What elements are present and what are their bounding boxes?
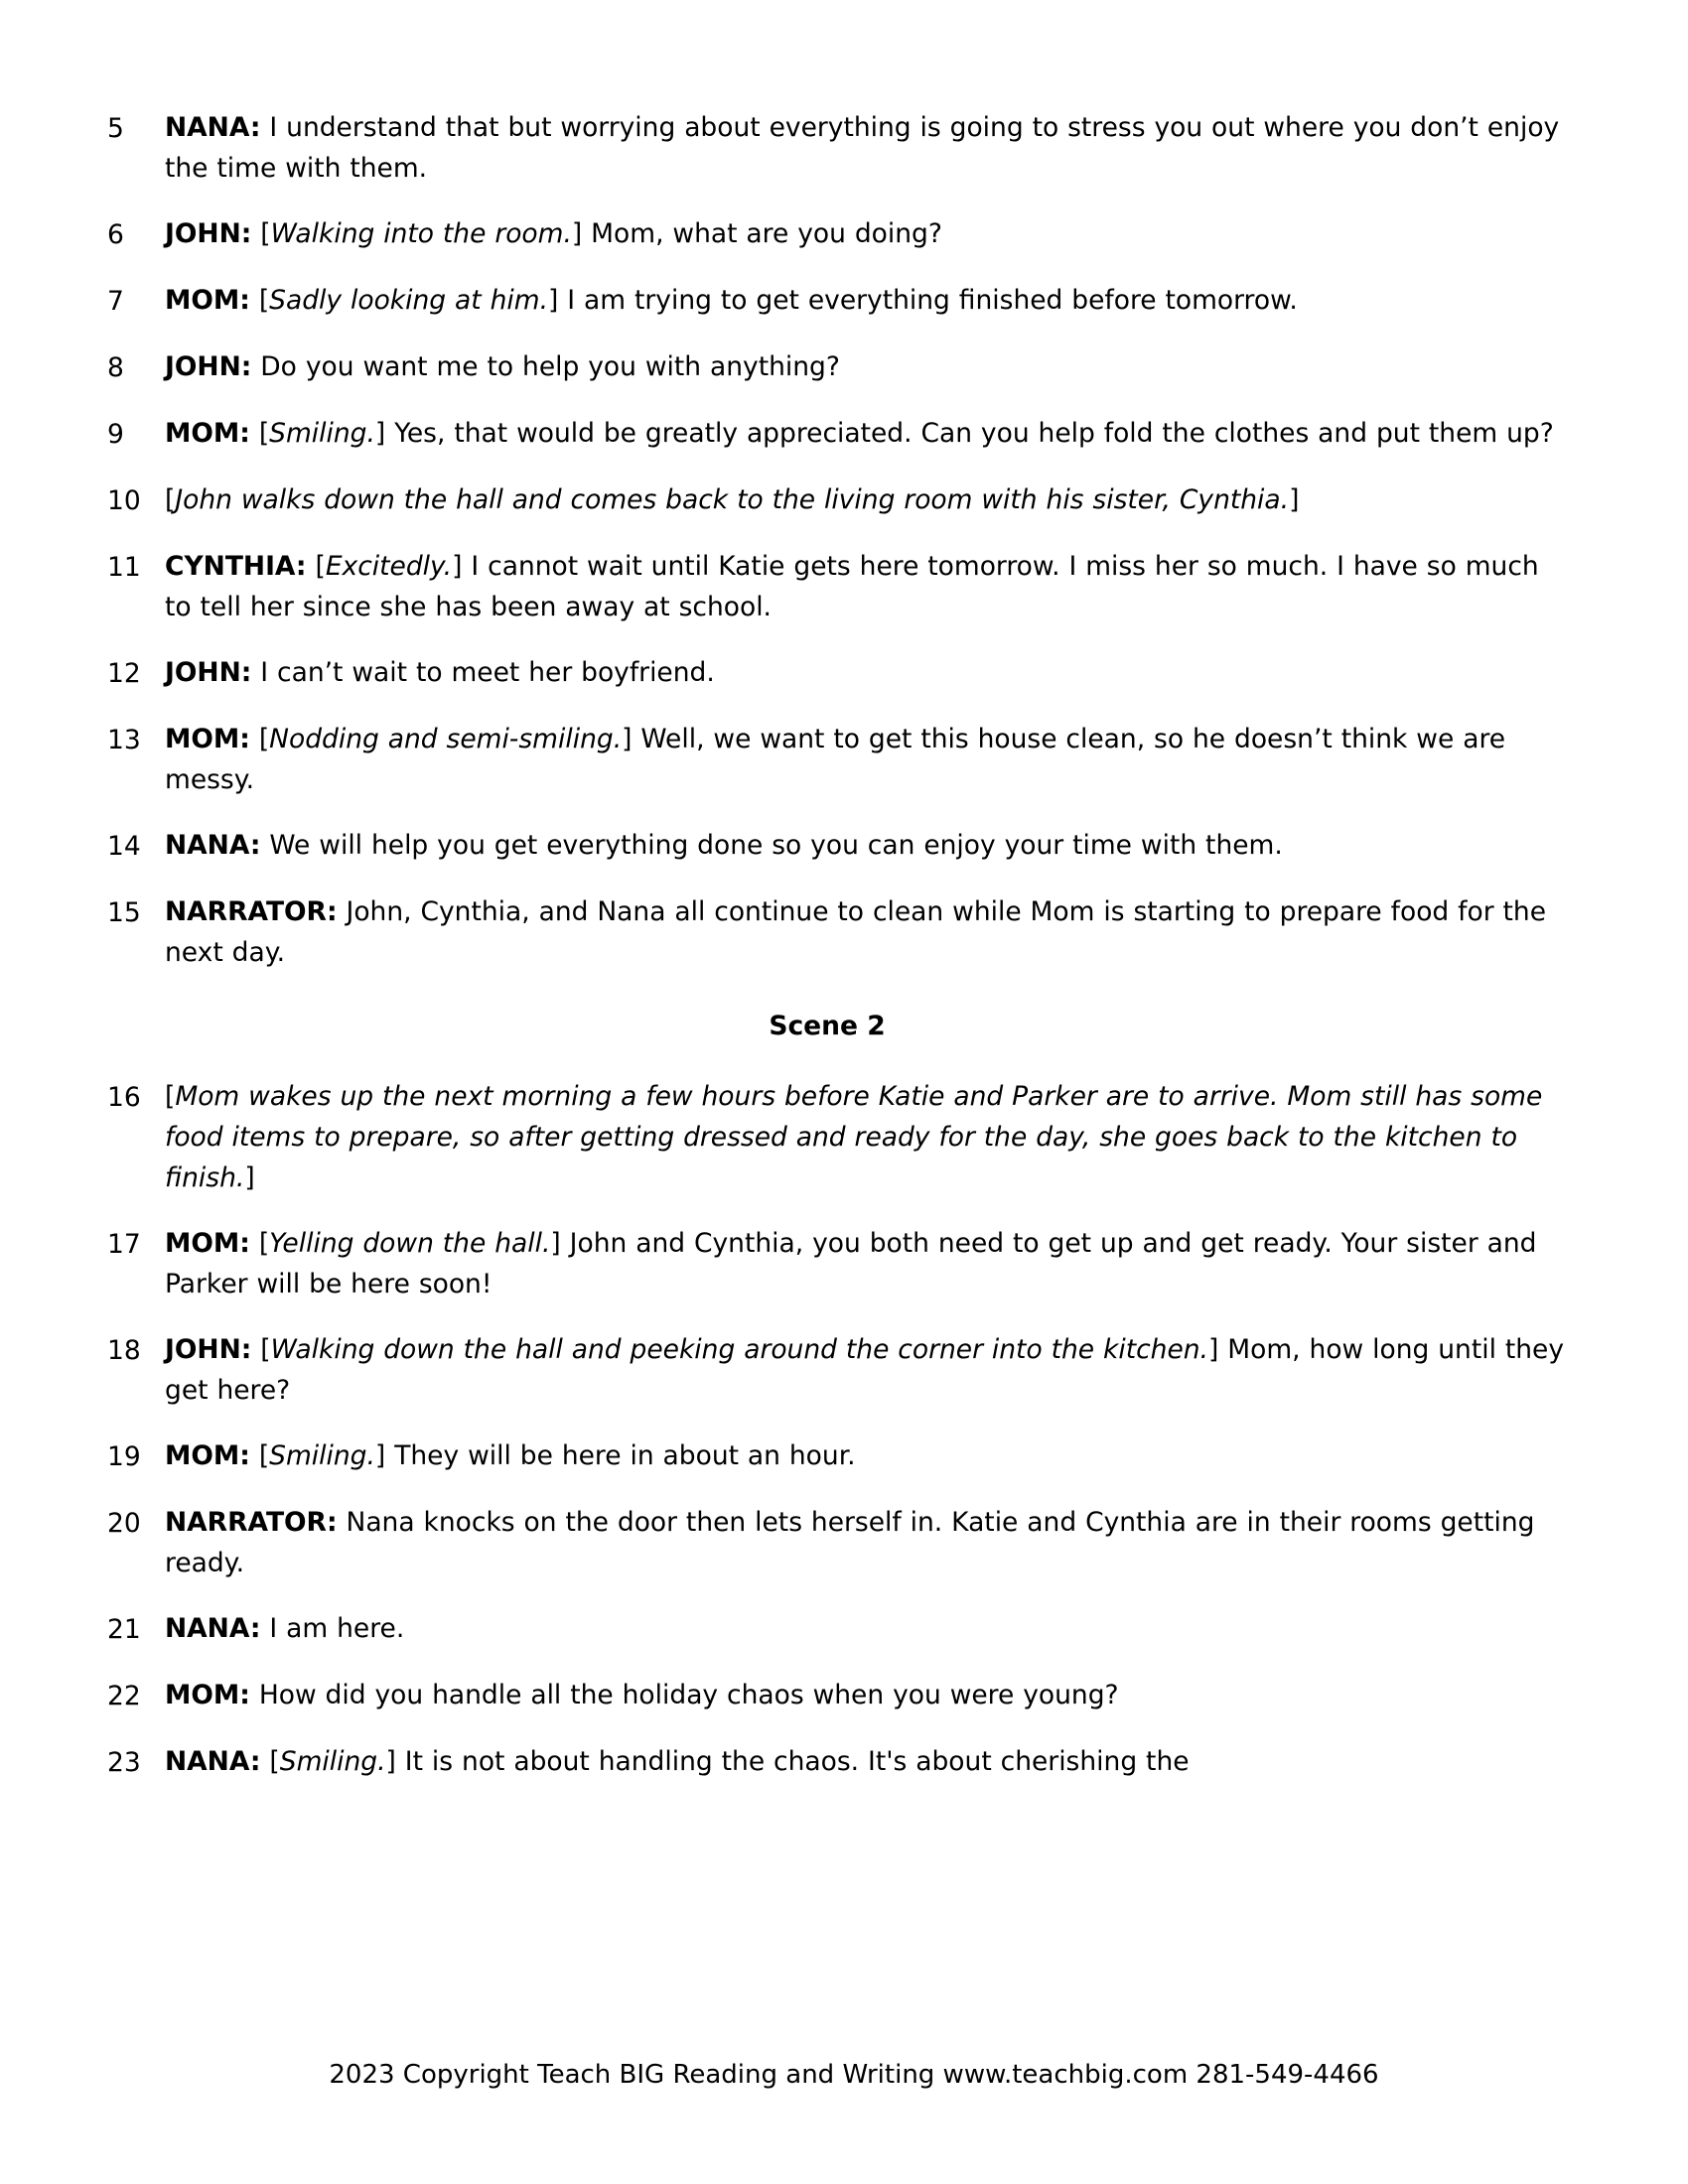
speaker-name: JOHN: (165, 351, 252, 382)
scene-heading: Scene 2 (769, 1011, 886, 1041)
line-text (165, 1076, 1567, 1198)
line-number: 11 (107, 552, 141, 583)
stage-direction-open-bracket: [ (258, 418, 270, 449)
speaker-name: MOM: (165, 724, 250, 754)
stage-direction: Sadly looking at him. (269, 285, 548, 316)
script-line (107, 1076, 1567, 1198)
line-number: 20 (107, 1508, 141, 1539)
stage-direction: Walking into the room. (270, 218, 572, 249)
stage-direction-close-bracket: ] (452, 551, 463, 582)
stage-direction-open-bracket: [ (260, 1334, 271, 1365)
stage-direction-close-bracket: ] (244, 1162, 255, 1193)
script-lines-scene-one (107, 107, 1567, 973)
speaker-name: NANA: (165, 112, 261, 143)
dialogue-text: John, Cynthia, and Nana all continue to clean while Mom is starting to prepare food for the next day. (165, 896, 1547, 968)
dialogue-text: They will be here in about an hour. (394, 1440, 856, 1471)
stage-direction: Excitedly. (325, 551, 453, 582)
dialogue-text: I cannot wait until Katie gets here tomorrow. I miss her so much. I have so much to tell her since she has been away at school. (165, 551, 1539, 622)
script-line (107, 280, 1567, 322)
line-text (165, 280, 1567, 321)
line-text (165, 1608, 1567, 1649)
script-line (107, 1435, 1567, 1477)
stage-direction: Yelling down the hall. (269, 1228, 551, 1259)
script-line (107, 546, 1567, 627)
dialogue-text: I can’t wait to meet her boyfriend. (260, 657, 715, 688)
line-text (165, 1329, 1567, 1411)
speaker-name: JOHN: (165, 1334, 252, 1365)
speaker-name: CYNTHIA: (165, 551, 307, 582)
stage-direction: Walking down the hall and peeking around the corner into the kitchen. (270, 1334, 1208, 1365)
speaker-name: MOM: (165, 285, 250, 316)
speaker-name: NARRATOR: (165, 896, 338, 927)
stage-direction-close-bracket: ] (622, 724, 633, 754)
speaker-name: JOHN: (165, 657, 252, 688)
stage-direction-close-bracket: ] (1289, 484, 1300, 515)
line-number: 12 (107, 658, 141, 689)
line-number: 15 (107, 897, 141, 928)
dialogue-text: Do you want me to help you with anything? (260, 351, 840, 382)
line-text (165, 1223, 1567, 1304)
dialogue-text: Mom, how long until they get here? (165, 1334, 1565, 1406)
line-text (165, 479, 1567, 520)
stage-direction: Mom wakes up the next morning a few hours before Katie and Parker are to arrive. Mom still has some food items to prepare, so after getting dressed and ready for the day, she goes back to the kitchen to finish. (165, 1081, 1543, 1193)
line-number: 22 (107, 1681, 141, 1711)
stage-direction-close-bracket: ] (385, 1746, 396, 1777)
script-line (107, 891, 1567, 973)
dialogue-text: It is not about handling the chaos. It's about cherishing the (404, 1746, 1190, 1777)
dialogue-text: Nana knocks on the door then lets herself in. Katie and Cynthia are in their rooms getting ready. (165, 1507, 1535, 1578)
dialogue-text: John and Cynthia, you both need to get up and get ready. Your sister and Parker will be here soon! (165, 1228, 1537, 1299)
script-body (107, 107, 1567, 1808)
dialogue-text: I understand that but worrying about everything is going to stress you out where you don’t enjoy the time with them. (165, 112, 1560, 184)
dialogue-text: Mom, what are you doing? (591, 218, 942, 249)
stage-direction: Nodding and semi-smiling. (269, 724, 623, 754)
line-text (165, 1435, 1567, 1476)
line-text (165, 719, 1567, 800)
dialogue-text: I am trying to get everything finished before tomorrow. (567, 285, 1298, 316)
line-number: 9 (107, 419, 124, 450)
line-text (165, 1675, 1567, 1715)
line-number: 8 (107, 352, 124, 383)
line-number: 19 (107, 1441, 141, 1472)
speaker-name: MOM: (165, 1440, 250, 1471)
script-line (107, 346, 1567, 388)
script-line (107, 107, 1567, 189)
stage-direction-close-bracket: ] (548, 285, 559, 316)
script-line (107, 825, 1567, 867)
dialogue-text: Yes, that would be greatly appreciated. Can you help fold the clothes and put them up? (394, 418, 1554, 449)
stage-direction: John walks down the hall and comes back to the living room with his sister, Cynthia. (175, 484, 1290, 515)
line-number: 14 (107, 831, 141, 862)
line-number: 6 (107, 219, 124, 250)
stage-direction: Smiling. (269, 418, 375, 449)
script-line (107, 479, 1567, 521)
stage-direction-close-bracket: ] (1208, 1334, 1219, 1365)
stage-direction-close-bracket: ] (550, 1228, 561, 1259)
script-line (107, 1608, 1567, 1650)
speaker-name: NANA: (165, 830, 261, 861)
script-line (107, 213, 1567, 255)
script-line (107, 652, 1567, 694)
line-number: 7 (107, 286, 124, 317)
stage-direction-close-bracket: ] (571, 218, 583, 249)
line-number: 5 (107, 113, 124, 144)
dialogue-text: Well, we want to get this house clean, so he doesn’t think we are messy. (165, 724, 1506, 795)
line-number: 16 (107, 1082, 141, 1113)
stage-direction-open-bracket: [ (258, 1440, 270, 1471)
stage-direction-open-bracket: [ (165, 484, 176, 515)
stage-direction: Smiling. (279, 1746, 386, 1777)
line-text (165, 1502, 1567, 1583)
line-text (165, 107, 1567, 189)
speaker-name: NARRATOR: (165, 1507, 338, 1538)
line-number: 23 (107, 1747, 141, 1778)
line-number: 18 (107, 1335, 141, 1366)
stage-direction-open-bracket: [ (165, 1081, 176, 1112)
script-line (107, 1223, 1567, 1304)
stage-direction-open-bracket: [ (269, 1746, 280, 1777)
line-text (165, 652, 1567, 693)
stage-direction-close-bracket: ] (374, 1440, 386, 1471)
stage-direction-open-bracket: [ (260, 218, 271, 249)
line-number: 17 (107, 1229, 141, 1260)
script-lines-scene-two (107, 1076, 1567, 1783)
line-number: 21 (107, 1614, 141, 1645)
page-footer: 2023 Copyright Teach BIG Reading and Writing www.teachbig.com 281-549-4466 (329, 2060, 1379, 2090)
speaker-name: MOM: (165, 418, 250, 449)
stage-direction-open-bracket: [ (315, 551, 326, 582)
dialogue-text: How did you handle all the holiday chaos when you were young? (258, 1680, 1119, 1710)
line-text (165, 1741, 1567, 1782)
stage-direction: Smiling. (269, 1440, 375, 1471)
speaker-name: MOM: (165, 1680, 250, 1710)
line-text (165, 346, 1567, 387)
line-text (165, 825, 1567, 866)
script-line (107, 1675, 1567, 1716)
stage-direction-open-bracket: [ (258, 285, 270, 316)
line-text (165, 413, 1567, 454)
speaker-name: NANA: (165, 1746, 261, 1777)
stage-direction-close-bracket: ] (374, 418, 386, 449)
stage-direction-open-bracket: [ (258, 724, 270, 754)
dialogue-text: I am here. (269, 1613, 405, 1644)
script-line (107, 1329, 1567, 1411)
script-line (107, 1502, 1567, 1583)
line-text (165, 891, 1567, 973)
script-line (107, 413, 1567, 455)
line-number: 13 (107, 725, 141, 755)
line-text (165, 213, 1567, 254)
line-text (165, 546, 1567, 627)
script-line (107, 1741, 1567, 1783)
speaker-name: NANA: (165, 1613, 261, 1644)
dialogue-text: We will help you get everything done so you can enjoy your time with them. (269, 830, 1283, 861)
script-line (107, 719, 1567, 800)
speaker-name: MOM: (165, 1228, 250, 1259)
speaker-name: JOHN: (165, 218, 252, 249)
stage-direction-open-bracket: [ (258, 1228, 270, 1259)
line-number: 10 (107, 485, 141, 516)
